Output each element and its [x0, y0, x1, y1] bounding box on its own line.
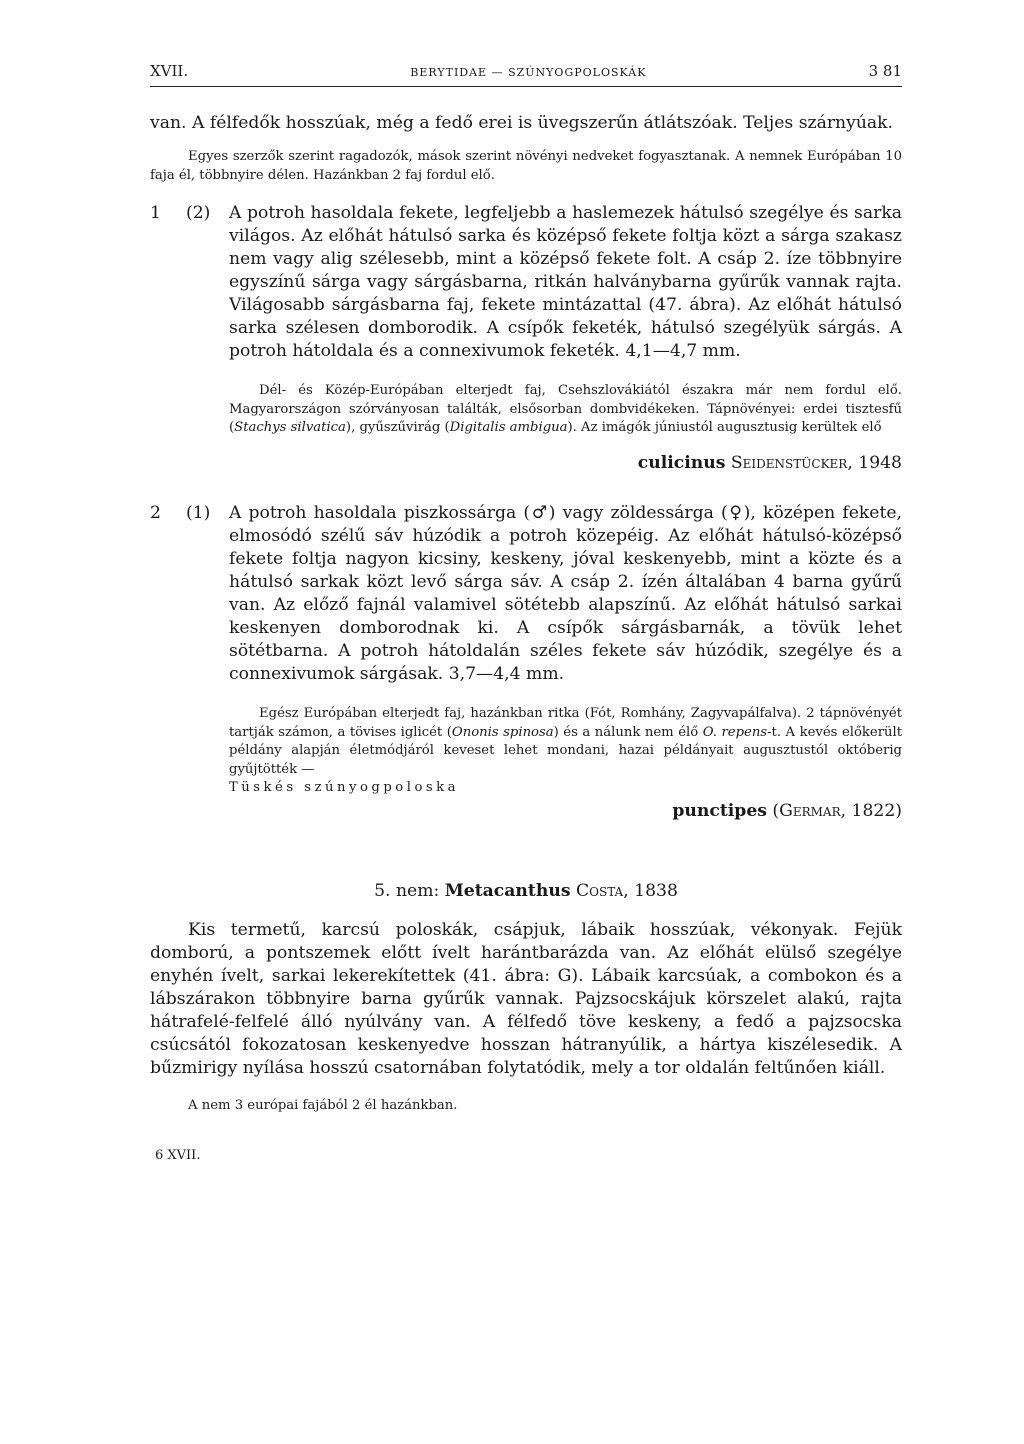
species-author: Seidenstücker — [730, 452, 848, 473]
species-note-2: Egész Európában elterjedt faj, hazánkban ritka (Fót, Romhány, Zagyvapálfalva). 2 tápnövényét tartják számon, a tövises iglicét (Ononis spinosa) és a nálunk nem élő O. repens-t. A kevés előkerült példány alapján életmódjáról keveset lehet mondani, hazai példányait augusztustól októberig gyűjtötték — Tüskés szúnyogpoloska — [229, 705, 902, 798]
common-name: Tüskés szúnyogpoloska — [229, 780, 460, 796]
running-title: BERYTIDAE — SZÚNYOGPOLOSKÁK — [410, 66, 647, 79]
species-author: Germar — [779, 800, 841, 821]
genus-note: A nem 3 európai fajából 2 él hazánkban. — [188, 1097, 458, 1113]
species-name-1: culicinus Seidenstücker, 1948 — [637, 452, 902, 473]
page-number: 3 81 — [868, 62, 902, 80]
plant-name: O. repens — [702, 724, 768, 740]
key-reference: (2) — [186, 203, 211, 224]
signature-mark: 6 XVII. — [155, 1147, 201, 1163]
key-number: 1 — [150, 203, 161, 224]
key-item-2 — [150, 502, 902, 686]
key-reference: (1) — [186, 502, 211, 523]
genus-heading: 5. nem: Metacanthus Costa, 1838 — [374, 880, 678, 901]
species-name-2: punctipes (Germar, 1822) — [672, 800, 902, 821]
key-text: A potroh hasoldala piszkossárga (♂) vagy zöldessárga (♀), középen fekete, elmosódó szélű sáv húzódik a potroh közepéig. Az előhát hátulsó-középső fekete foltja nagyon kicsiny, keskeny, jóval keskenyebb, mint a közte és a hátulsó sarkak közt levő sárga sáv. A csáp 2. ízén általában 4 barna gyűrű van. Az előző fajnál valamivel sötétebb alapszínű. Az előhát hátulsó sarkai keskenyen domborodnak ki. A csípők sárgásbarnák, a tövük lehet sötétbarna. A potroh hátoldalán széles fekete sáv húzódik, szegélye és a connexivumok sárgásak. 3,7—4,4 mm. — [229, 502, 902, 684]
running-head — [150, 62, 902, 87]
page — [150, 62, 902, 1163]
genus-author: Costa — [575, 880, 624, 901]
key-number: 2 — [150, 502, 161, 523]
key-text: A potroh hasoldala fekete, legfeljebb a haslemezek hátulsó szegélye és sarka világos. Az előhát hátulsó sarka és középső fekete foltja közt a sárga szakasz nem vagy alig szélesebb, mint a középső fekete folt. A csáp 2. íze többnyire egyszínű sárga vagy sárgásbarna, ritkán halványbarna gyűrűk vannak rajta. Világosabb sárgásbarna faj, fekete mintázattal (47. ábra). Az előhát hátulsó sarka szélesen domborodik. A csípők feketék, hátulsó szegélyük sárgás. A potroh hátoldala és a connexivumok feketék. 4,1—4,7 mm. — [229, 203, 902, 362]
plant-name: Stachys silvatica — [234, 420, 346, 436]
genus-description: Kis termetű, karcsú poloskák, csápjuk, lábaik hosszúak, vékonyak. Fejük domború, a pontszemek előtt ívelt harántbarázda van. Az előhát elülső szegélye enyhén ívelt, sarkai lekerekítettek (41. ábra: G). Lábaik karcsúak, a combokon és a lábszárakon többnyire barna gyűrűk vannak. Pajzsocskájuk körszelet alakú, rajta hátrafelé-felfelé álló nyúlvány van. A félfedő töve keskeny, a fedő a pajzsocska csúcsától fokozatosan keskenyedve hosszan hátranyúlik, a hártya kiszélesedik. A bűzmirigy nyílása hosszú csatornában folytatódik, mely a tor oldalán feltűnően kiáll. — [150, 919, 902, 1078]
chapter-number: XVII. — [150, 62, 189, 80]
genus-name: Metacanthus — [444, 880, 571, 901]
intro-note: Egyes szerzők szerint ragadozók, mások szerint növényi nedveket fogyasztanak. A nemnek Európában 10 faja él, többnyire délen. Hazánkban 2 faj fordul elő. — [150, 149, 902, 183]
species-note-1: Dél- és Közép-Európában elterjedt faj, Csehszlovákiától északra már nem fordul elő. Magyarországon szórványosan találták, elsősorban dombvidékeken. Tápnövényei: erdei tisztesfű (Stachys silvatica), gyűszűvirág (Digitalis ambigua). Az imágók júniustól augusztusig kerültek elő — [229, 383, 902, 436]
plant-name: Ononis spinosa — [451, 724, 554, 740]
plant-name: Digitalis ambigua — [449, 420, 568, 436]
intro-paragraph: van. A félfedők hosszúak, még a fedő erei is üvegszerűn átlátszóak. Teljes szárnyúak. — [150, 113, 894, 133]
key-item-1 — [150, 202, 902, 363]
